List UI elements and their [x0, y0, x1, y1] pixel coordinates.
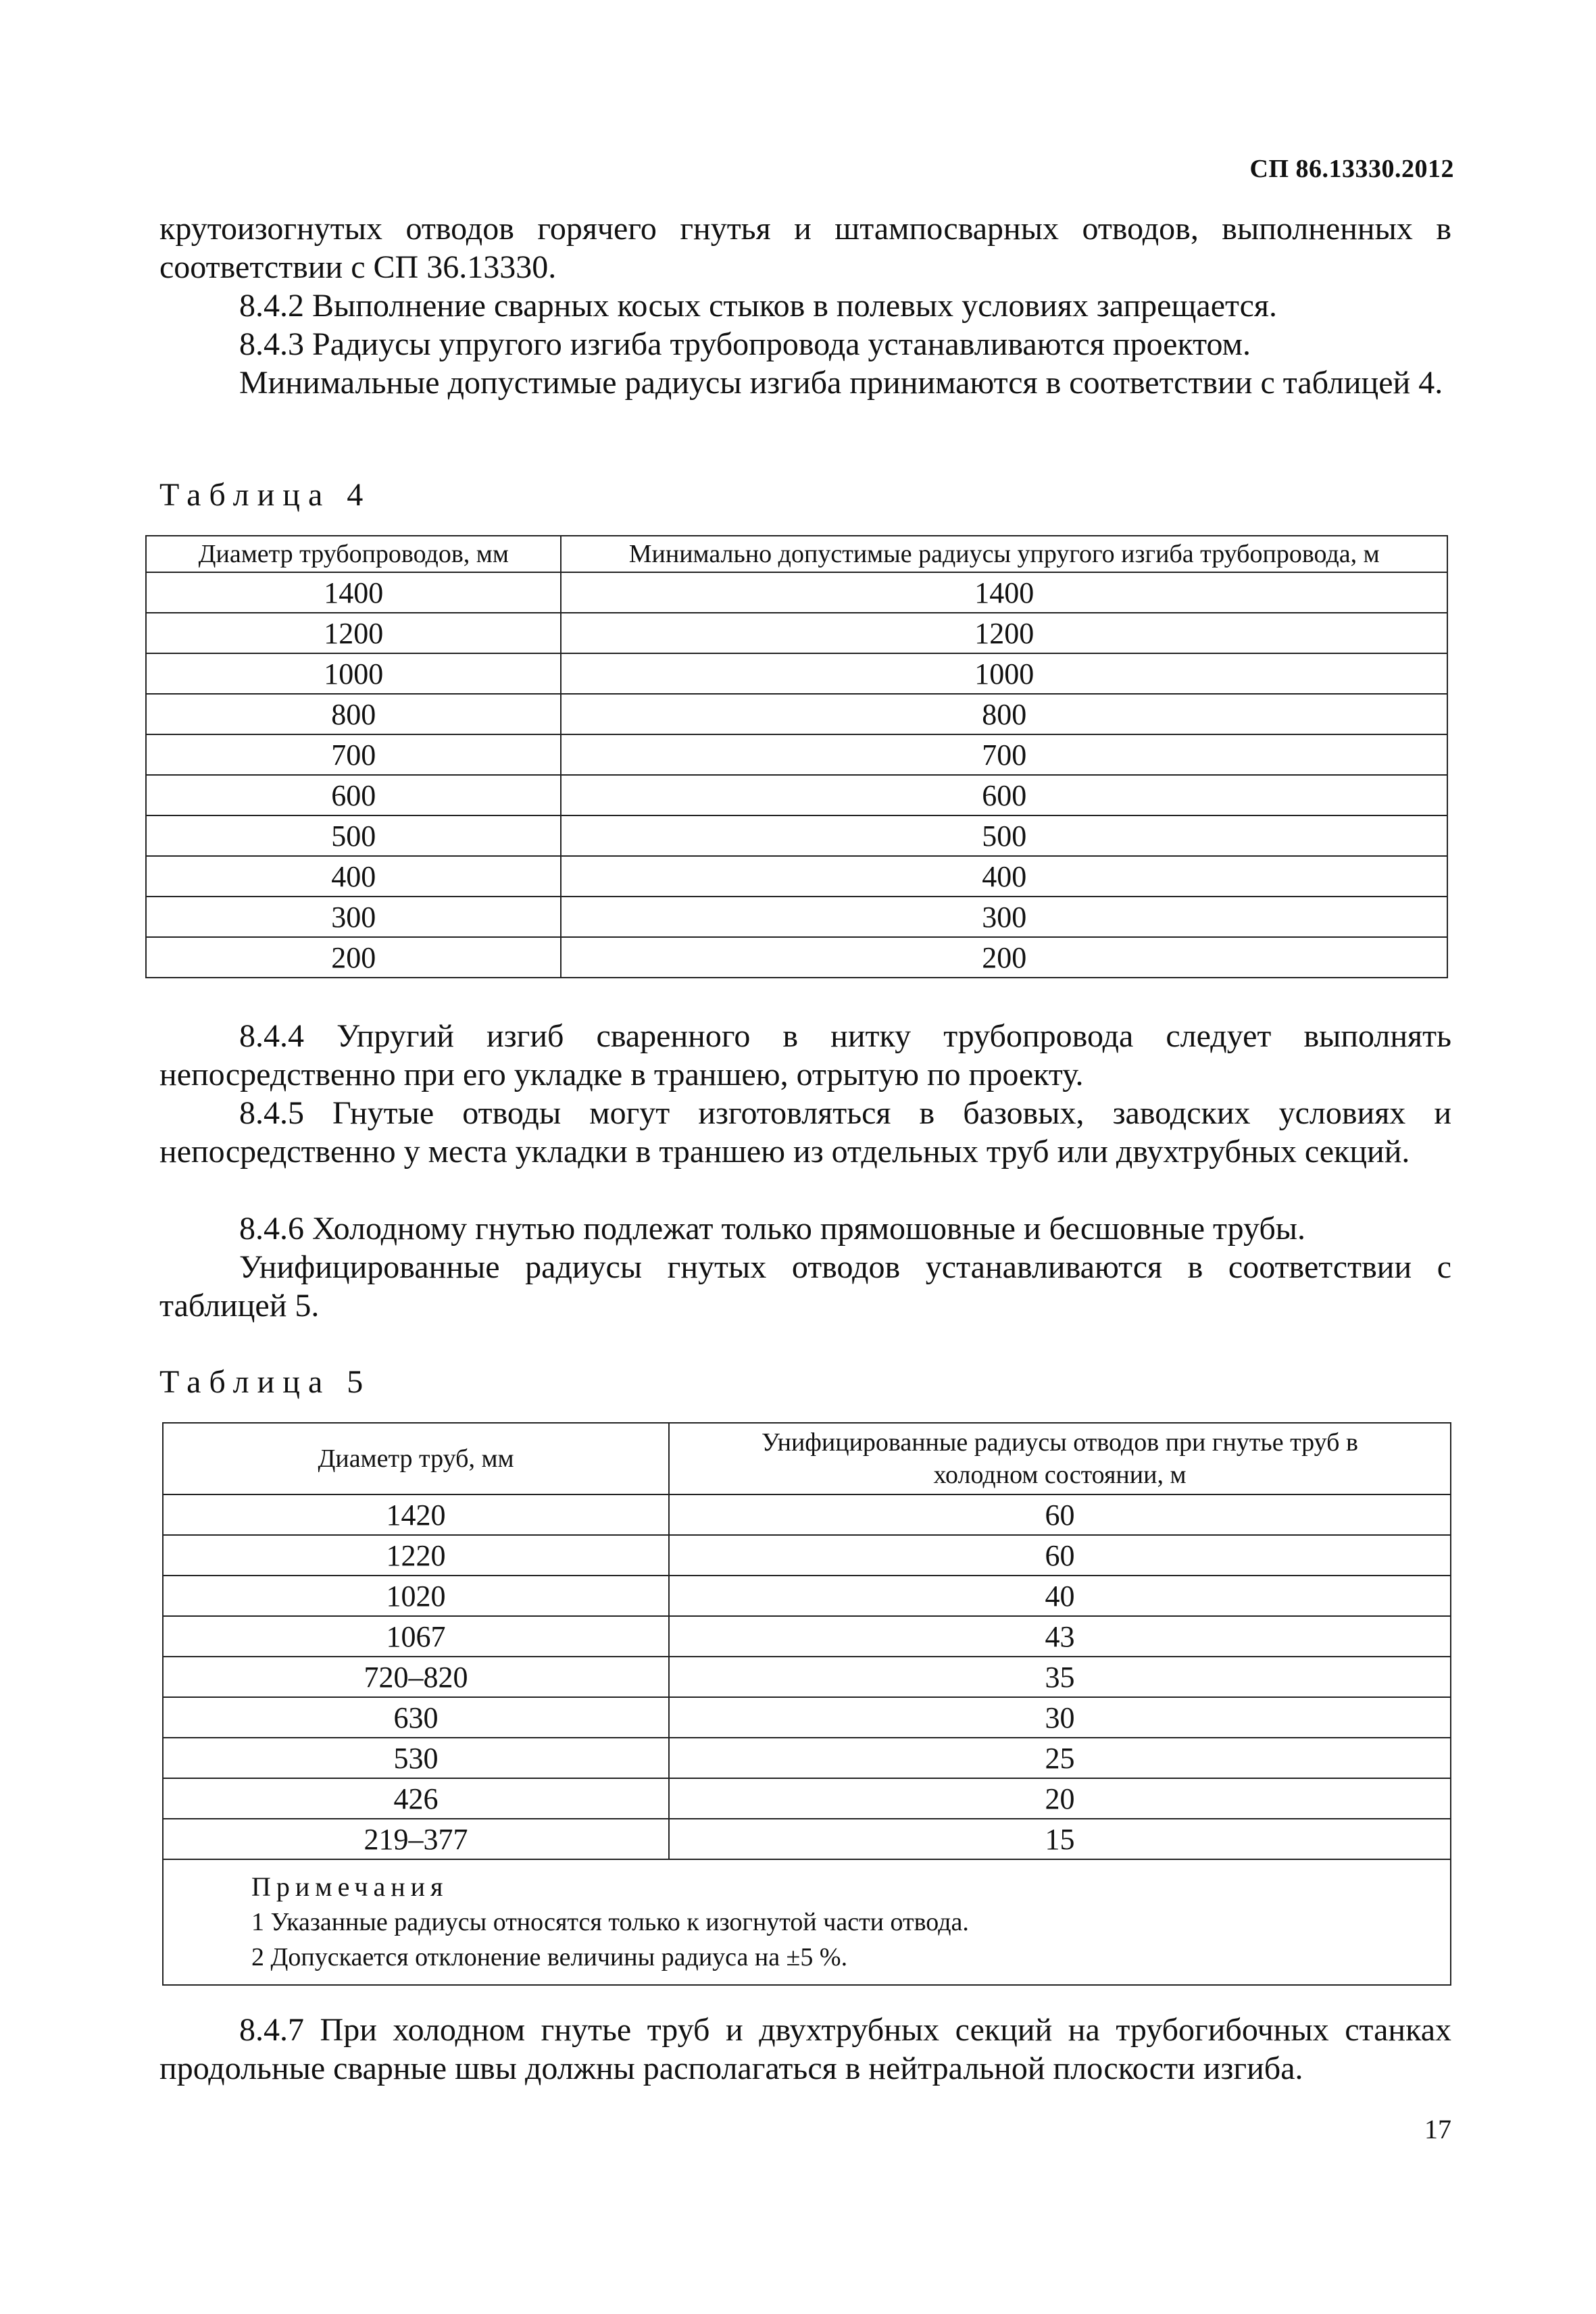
table-cell: 600 — [561, 775, 1447, 815]
table-row — [146, 937, 1447, 978]
paragraph-8-4-2: 8.4.2 Выполнение сварных косых стыков в полевых условиях запрещается. — [239, 288, 1277, 324]
paragraph-8-4-6: 8.4.6 Холодному гнутью подлежат только прямошовные и бесшовные трубы. — [239, 1211, 1305, 1247]
table-row — [163, 1819, 1451, 1859]
table-row — [146, 775, 1447, 815]
table-row — [163, 1697, 1451, 1738]
table-cell: 1020 — [163, 1576, 669, 1616]
table-cell: 200 — [146, 937, 561, 978]
table-cell: 300 — [146, 897, 561, 937]
table-cell: 40 — [669, 1576, 1451, 1616]
table-row — [163, 1657, 1451, 1697]
table-cell: 500 — [561, 815, 1447, 856]
paragraph-8-4-4: 8.4.4 Упругий изгиб сваренного в нитку трубопровода следует выполнять непосредственно при его укладке в траншею, отрытую по проекту. — [159, 1018, 1451, 1092]
table-cell: 15 — [669, 1819, 1451, 1859]
column-header-min-radius: Минимально допустимые радиусы упругого изгиба трубопровода, м — [561, 536, 1447, 572]
table-cell: 1400 — [561, 572, 1447, 613]
table-cell: 426 — [163, 1778, 669, 1819]
paragraph-8-4-3-continued: Минимальные допустимые радиусы изгиба принимаются в соответствии с таблицей 4. — [239, 365, 1443, 401]
table-cell: 1200 — [146, 613, 561, 653]
table-cell: 400 — [561, 856, 1447, 897]
note-2: 2 Допускается отклонение величины радиуса на ±5 %. — [251, 1943, 848, 1971]
table-header-row — [146, 536, 1447, 572]
table-cell: 800 — [146, 694, 561, 734]
table-cell: 1420 — [163, 1494, 669, 1535]
table-cell: 700 — [146, 734, 561, 775]
table-cell: 200 — [561, 937, 1447, 978]
table-cell: 630 — [163, 1697, 669, 1738]
table-cell: 25 — [669, 1738, 1451, 1778]
table-cell: 600 — [146, 775, 561, 815]
table-cell: 400 — [146, 856, 561, 897]
column-header-unified-radius: Унифицированные радиусы отводов при гнутье труб в холодном состоянии, м — [669, 1423, 1451, 1494]
table-cell: 60 — [669, 1494, 1451, 1535]
table-5 — [162, 1422, 1451, 1986]
table-row — [146, 897, 1447, 937]
table-row — [163, 1738, 1451, 1778]
table-row — [146, 694, 1447, 734]
column-header-pipe-diameter: Диаметр труб, мм — [163, 1423, 669, 1494]
table-notes — [163, 1859, 1451, 1985]
table-cell: 700 — [561, 734, 1447, 775]
table-row — [163, 1778, 1451, 1819]
table-cell: 1400 — [146, 572, 561, 613]
table-cell: 1200 — [561, 613, 1447, 653]
table-header-row — [163, 1423, 1451, 1494]
column-header-diameter: Диаметр трубопроводов, мм — [146, 536, 561, 572]
table-cell: 219–377 — [163, 1819, 669, 1859]
document-code: СП 86.13330.2012 — [1249, 155, 1454, 183]
table-cell: 1220 — [163, 1535, 669, 1576]
table-notes-row — [163, 1859, 1451, 1985]
table-cell: 800 — [561, 694, 1447, 734]
table-cell: 43 — [669, 1616, 1451, 1657]
table-row — [146, 653, 1447, 694]
paragraph-8-4-3: 8.4.3 Радиусы упругого изгиба трубопровода устанавливаются проектом. — [239, 326, 1251, 362]
table-row — [163, 1535, 1451, 1576]
table-cell: 720–820 — [163, 1657, 669, 1697]
table-cell: 300 — [561, 897, 1447, 937]
notes-title: Примечания — [251, 1871, 449, 1902]
table-cell: 1000 — [561, 653, 1447, 694]
table-row — [163, 1494, 1451, 1535]
table-row — [146, 613, 1447, 653]
table-row — [146, 856, 1447, 897]
table-cell: 1067 — [163, 1616, 669, 1657]
table-cell: 30 — [669, 1697, 1451, 1738]
table-4-caption: Таблица 4 — [159, 477, 372, 513]
paragraph-8-4-7: 8.4.7 При холодном гнутье труб и двухтрубных секций на трубогибочных станках продольные сварные швы должны располагаться в нейтральной плоскости изгиба. — [159, 2012, 1451, 2086]
table-cell: 530 — [163, 1738, 669, 1778]
table-row — [146, 815, 1447, 856]
paragraph-8-4-5: 8.4.5 Гнутые отводы могут изготовляться в базовых, заводских условиях и непосредственно у места укладки в траншею из отдельных труб или двухтрубных секций. — [159, 1095, 1451, 1169]
page-number: 17 — [1424, 2114, 1451, 2144]
table-cell: 60 — [669, 1535, 1451, 1576]
table-cell: 500 — [146, 815, 561, 856]
note-1: 1 Указанные радиусы относятся только к изогнутой части отвода. — [251, 1908, 969, 1936]
paragraph-intro: крутоизогнутых отводов горячего гнутья и штампосварных отводов, выполненных в соответствии с СП 36.13330. — [159, 211, 1451, 285]
table-row — [163, 1616, 1451, 1657]
table-cell: 35 — [669, 1657, 1451, 1697]
table-row — [146, 734, 1447, 775]
table-row — [163, 1576, 1451, 1616]
table-5-caption: Таблица 5 — [159, 1364, 372, 1400]
table-4 — [145, 535, 1448, 978]
table-cell: 1000 — [146, 653, 561, 694]
table-row — [146, 572, 1447, 613]
paragraph-8-4-6-continued: Унифицированные радиусы гнутых отводов устанавливаются в соответствии с таблицей 5. — [159, 1249, 1451, 1324]
table-cell: 20 — [669, 1778, 1451, 1819]
